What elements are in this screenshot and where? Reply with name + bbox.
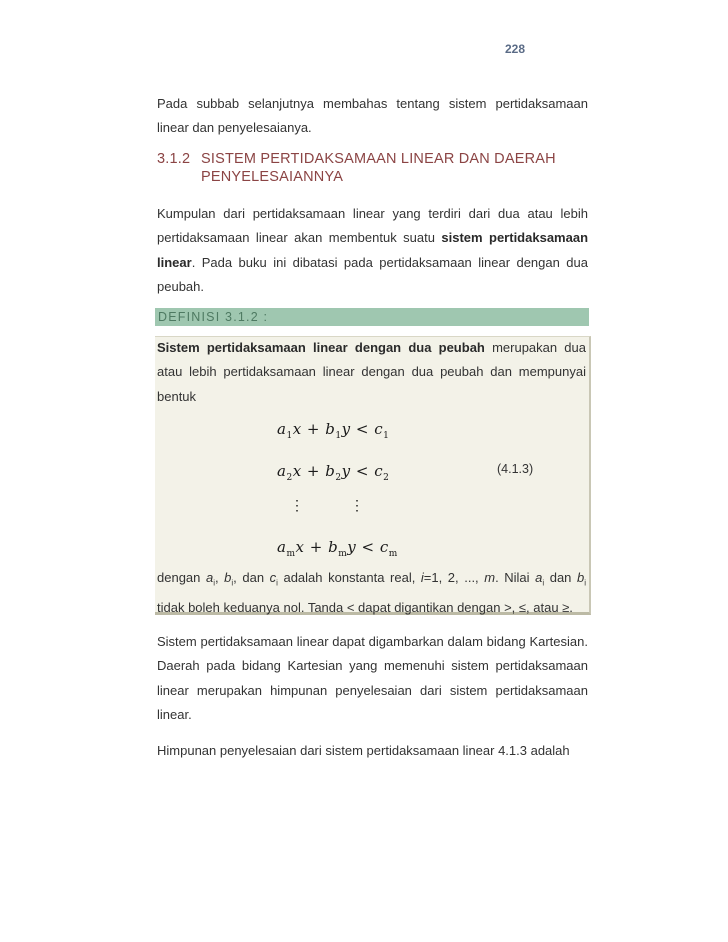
paragraph-solution-set: Himpunan penyelesaian dari sistem pertidaksamaan linear 4.1.3 adalah xyxy=(157,743,570,758)
section-title-line1: SISTEM PERTIDAKSAMAAN LINEAR DAN DAERAH xyxy=(201,151,556,167)
inequality-m: $a_mx + b_my < c_m$ xyxy=(277,538,398,559)
section-title-line2: PENYELESAIANNYA xyxy=(201,169,344,185)
inequality-2: $a_2x + b_2y < c_2$ xyxy=(277,462,390,483)
section-heading xyxy=(157,150,588,186)
definition-label-bar: DEFINISI 3.1.2 : xyxy=(155,308,589,326)
para1-text-a: Kumpulan dari pertidaksamaan linear yang terdiri dari dua atau lebih pertidaksamaan linear akan membentuk suatu xyxy=(157,206,588,246)
para1-bold-term: sistem pertidaksamaan linear xyxy=(157,230,589,270)
paragraph-cartesian: Sistem pertidaksamaan linear dapat digambarkan dalam bidang Kartesian. Daerah pada bidang Kartesian yang memenuhi sistem pertidaksamaan linear merupakan himpunan penyelesaian dari sistem pertidaksamaan linear. xyxy=(157,634,588,722)
inequality-1: $a_1x + b_1y < c_1$ xyxy=(277,420,390,441)
vertical-dots-left: ⋮ xyxy=(290,498,304,514)
definition-note: dengan $a_i$, $b_i$, dan $c_i$ adalah konstanta real, i=1, 2, ..., m. Nilai $a_i$ dan $b_i$ tidak boleh keduanya nol. Tanda < dapat digantikan dengan >, ≤, atau ≥. xyxy=(157,570,586,615)
equation-number: (4.1.3) xyxy=(497,462,534,476)
para1-text-b: . Pada buku ini dibatasi pada pertidaksamaan linear dengan dua peubah. xyxy=(157,254,588,294)
page-number: 228 xyxy=(505,42,526,56)
definition-lead xyxy=(157,336,586,409)
section-number: 3.1.2 xyxy=(157,151,191,167)
definition-lead-text: merupakan dua atau lebih pertidaksamaan linear dengan dua peubah dan mempunyai bentuk xyxy=(157,340,587,404)
paragraph-definition-intro xyxy=(157,202,588,299)
intro-paragraph: Pada subbab selanjutnya membahas tentang sistem pertidaksamaan linear dan penyelesaianya. xyxy=(157,96,588,136)
vertical-dots-right: ⋮ xyxy=(350,498,364,514)
definition-bold-term: Sistem pertidaksamaan linear dengan dua peubah xyxy=(157,340,485,355)
